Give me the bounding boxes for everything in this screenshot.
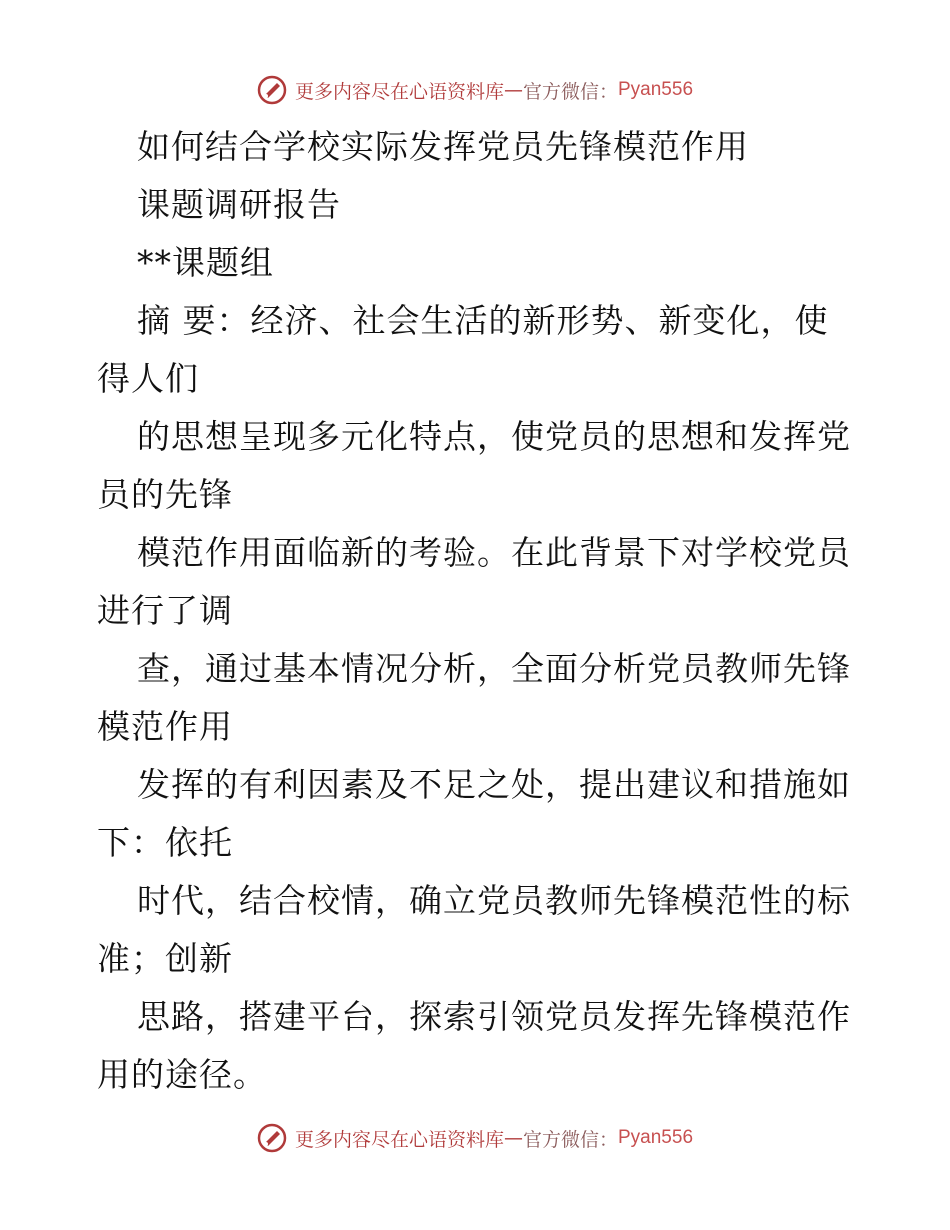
document-line: 得人们 (97, 359, 199, 398)
document-line: 模范作用面临新的考验。在此背景下对学校党员 (137, 533, 851, 572)
document-line: 员的先锋 (97, 475, 233, 514)
document-line: 查，通过基本情况分析，全面分析党员教师先锋 (137, 649, 851, 688)
document-line: 的思想呈现多元化特点，使党员的思想和发挥党 (137, 417, 851, 456)
banner-dash: — (503, 79, 523, 101)
header-watermark-banner (0, 70, 950, 110)
banner-handle: Pyan556 (618, 79, 694, 100)
document-line: 进行了调 (97, 591, 233, 630)
document-body (97, 118, 857, 1104)
document-line: 如何结合学校实际发挥党员先锋模范作用 (137, 127, 749, 166)
banner-official-label: 官方微信： (522, 1128, 618, 1151)
banner-dash: — (503, 1127, 523, 1149)
brand-logo-icon (257, 1123, 287, 1153)
document-line: 课题调研报告 (137, 185, 341, 224)
banner-handle: Pyan556 (618, 1127, 694, 1148)
document-line: 思路，搭建平台，探索引领党员发挥先锋模范作 (137, 997, 851, 1036)
document-line: **课题组 (137, 243, 274, 282)
document-line: 模范作用 (97, 707, 233, 746)
footer-watermark-banner (0, 1118, 950, 1158)
banner-official-label: 官方微信： (522, 80, 618, 103)
banner-brand-text: 更多内容尽在心语资料库 (294, 80, 504, 103)
document-line: 时代，结合校情，确立党员教师先锋模范性的标 (137, 881, 851, 920)
banner-brand-text: 更多内容尽在心语资料库 (294, 1128, 504, 1151)
document-line: 发挥的有利因素及不足之处，提出建议和措施如 (137, 765, 851, 804)
document-line: 摘 要：经济、社会生活的新形势、新变化，使 (137, 301, 829, 340)
document-line: 下：依托 (97, 823, 233, 862)
document-line: 用的途径。 (97, 1055, 267, 1094)
document-line: 准；创新 (97, 939, 233, 978)
brand-logo-icon (257, 75, 287, 105)
